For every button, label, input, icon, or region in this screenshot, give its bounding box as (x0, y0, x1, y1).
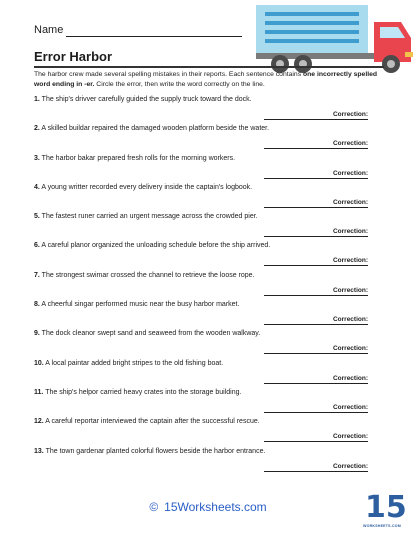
instructions-bold: one incorrectly spelled word ending in -er. (34, 71, 378, 88)
instructions-part1: The harbor crew made several spelling mistakes in their reports. Each sentence contains (34, 71, 303, 78)
question-item (34, 389, 386, 418)
question-number: 6. (34, 242, 40, 250)
question-text: A careful reportar interviewed the captain after the successful rescue. (45, 418, 260, 426)
question-item (34, 213, 386, 242)
question-item (34, 418, 386, 447)
question-number: 9. (34, 330, 40, 338)
question-item (34, 184, 386, 213)
question-number: 3. (34, 154, 40, 162)
correction-answer-line[interactable] (264, 412, 368, 413)
question-item (34, 242, 386, 271)
page-title: Error Harbor (34, 49, 113, 64)
question-sentence (34, 389, 241, 396)
correction-label: Correction: (332, 111, 368, 118)
instructions-part2: Circle the error, then write the word correctly on the line. (94, 80, 265, 88)
question-number: 4. (34, 183, 40, 191)
question-text: A skilled buildar repaired the damaged wooden platform beside the water. (41, 125, 270, 133)
question-sentence (34, 360, 223, 367)
correction-label: Correction: (332, 462, 368, 470)
question-number: 11. (34, 388, 44, 396)
question-number: 7. (34, 271, 40, 279)
question-sentence (34, 272, 255, 279)
correction-answer-line[interactable] (264, 207, 368, 208)
question-text: The dock cleanor swept sand and seaweed from the wooden walkway. (41, 330, 261, 338)
question-text: The harbor bakar prepared fresh rolls for the morning workers. (41, 154, 236, 162)
correction-answer-line[interactable] (264, 353, 368, 354)
correction-label: Correction: (332, 316, 368, 324)
question-item (34, 155, 386, 184)
question-number: 2. (34, 125, 40, 133)
name-label: Name (34, 24, 64, 36)
question-sentence (34, 301, 239, 308)
correction-label: Correction: (332, 433, 368, 441)
correction-label: Correction: (332, 140, 368, 148)
question-number: 13. (34, 447, 44, 455)
question-number: 8. (34, 301, 40, 309)
question-text: The fastest runer carried an urgent message across the crowded pier. (41, 213, 258, 221)
question-number: 5. (34, 213, 40, 221)
correction-answer-line[interactable] (264, 471, 368, 472)
question-item (34, 125, 386, 154)
question-sentence (34, 155, 235, 162)
correction-label: Correction: (332, 345, 368, 353)
question-sentence (34, 96, 252, 103)
correction-answer-line[interactable] (264, 236, 368, 237)
question-text: The town gardenar planted colorful flowers beside the harbor entrance. (45, 447, 266, 455)
correction-answer-line[interactable] (264, 178, 368, 179)
instructions (34, 70, 386, 89)
copyright-symbol: © (149, 500, 159, 514)
correction-label: Correction: (332, 403, 368, 411)
question-text: The strongest swimar crossed the channel to retrieve the loose rope. (41, 271, 255, 279)
question-item (34, 360, 386, 389)
question-text: A careful planor organized the unloading schedule before the ship arrived. (41, 242, 271, 250)
title-divider (34, 66, 384, 68)
question-item (34, 448, 386, 477)
question-sentence (34, 184, 252, 191)
correction-answer-line[interactable] (264, 119, 368, 120)
correction-answer-line[interactable] (264, 265, 368, 266)
logo-text: WORKSHEETS.COM (363, 524, 401, 528)
question-sentence (34, 242, 270, 249)
correction-label: Correction: (332, 286, 368, 294)
question-number: 1. (34, 96, 40, 103)
question-number: 12. (34, 418, 44, 426)
correction-answer-line[interactable] (264, 324, 368, 325)
question-item (34, 301, 386, 330)
question-item (34, 96, 386, 125)
correction-label: Correction: (332, 374, 368, 382)
name-line[interactable] (66, 36, 242, 37)
question-item (34, 272, 386, 301)
correction-label: Correction: (332, 228, 368, 236)
correction-answer-line[interactable] (264, 383, 368, 384)
question-text: A local paintar added bright stripes to the old fishing boat. (45, 359, 224, 367)
question-item (34, 330, 386, 359)
question-text: A young writter recorded every delivery inside the captain's logbook. (41, 183, 253, 191)
question-number: 10. (34, 359, 44, 367)
logo-number: 15 (365, 490, 407, 525)
truck-icon (255, 4, 415, 74)
question-sentence (34, 418, 260, 425)
question-sentence (34, 125, 269, 132)
question-sentence (34, 213, 258, 220)
question-sentence (34, 448, 265, 455)
correction-answer-line[interactable] (264, 441, 368, 442)
footer (0, 500, 416, 514)
correction-answer-line[interactable] (264, 148, 368, 149)
correction-label: Correction: (332, 198, 368, 206)
question-text: The ship's helpor carried heavy crates into the storage building. (45, 388, 242, 396)
question-sentence (34, 330, 260, 337)
correction-answer-line[interactable] (264, 295, 368, 296)
correction-label: Correction: (332, 257, 368, 265)
footer-site-link[interactable]: 15Worksheets.com (164, 500, 267, 514)
correction-label: Correction: (332, 169, 368, 177)
question-text: A cheerful singar performed music near the busy harbor market. (41, 301, 240, 309)
question-text: The ship's drivver carefully guided the supply truck toward the dock. (41, 96, 252, 103)
site-logo (363, 490, 407, 535)
question-list (34, 96, 386, 477)
